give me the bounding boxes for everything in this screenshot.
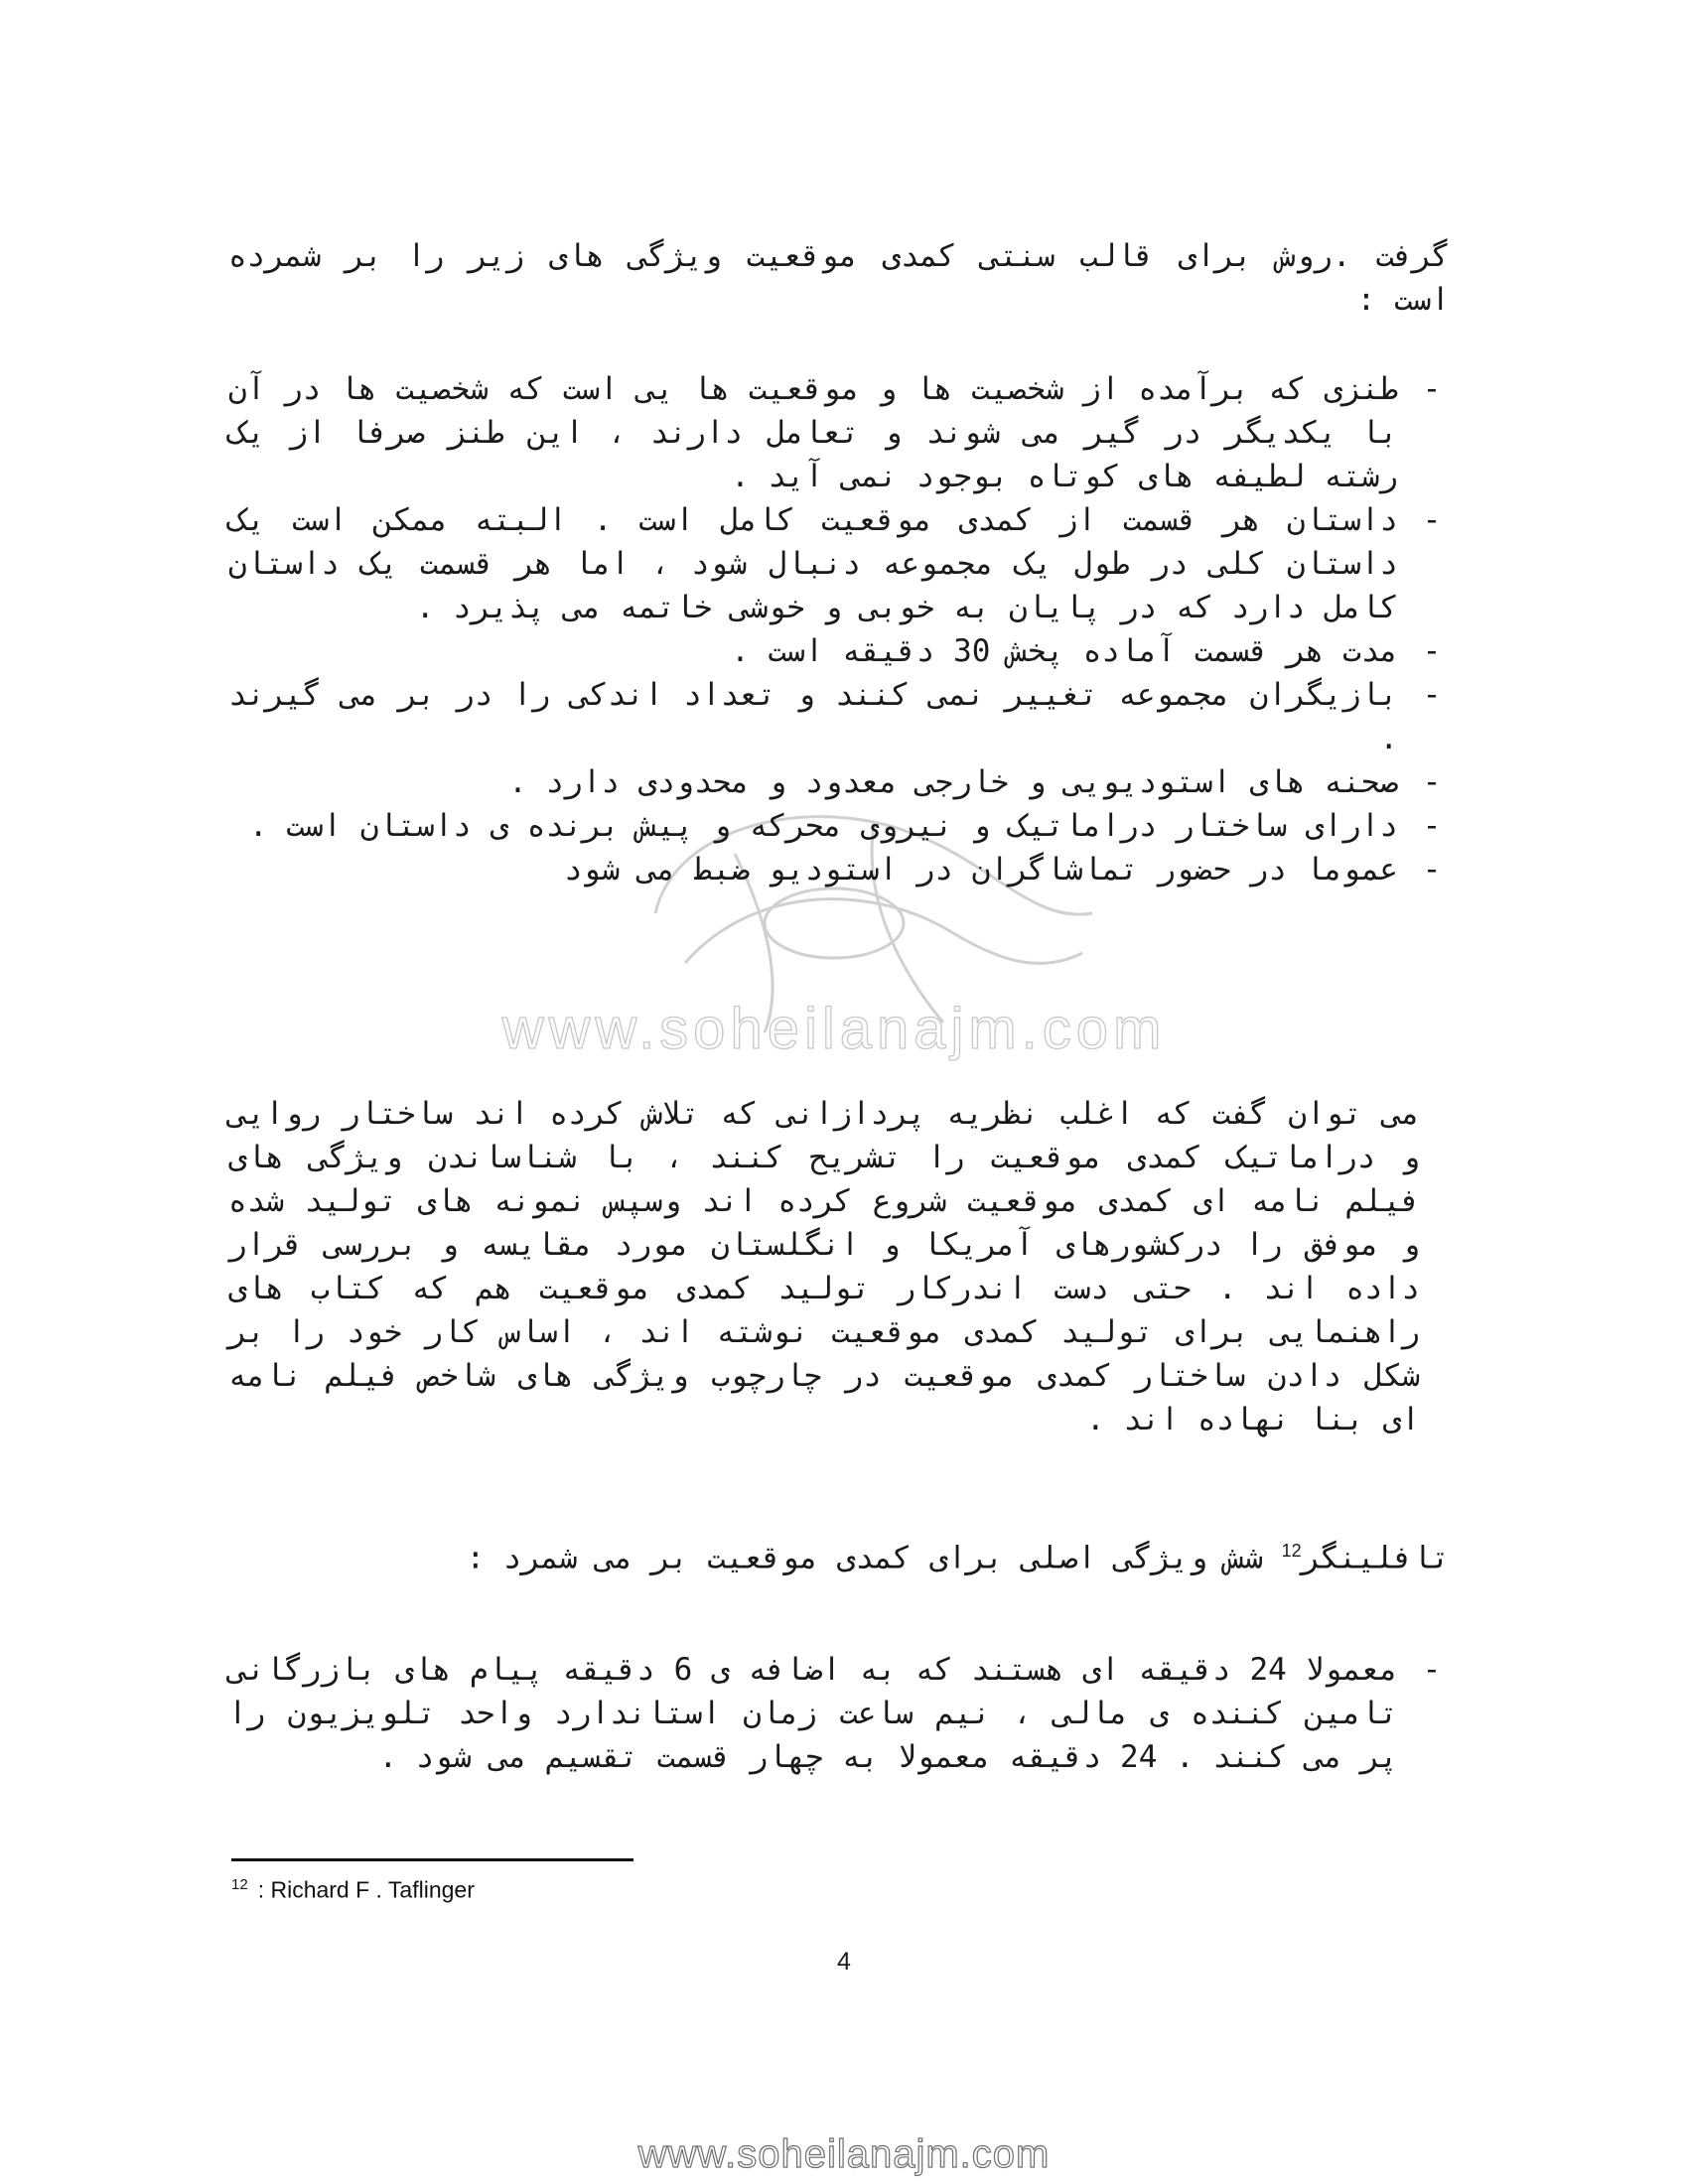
list-bullet: - xyxy=(1422,764,1448,800)
list-item-text: داستان هر قسمت از کمدی موقعیت کامل است . البته ممکن است یک داستان کلی در طول یک مجموعه دنبال شود ، اما هر قسمت یک داستان کامل دارد که در پایان به خوبی و خوشی خاتمه می پذیرد . xyxy=(228,502,1398,625)
list-item-text: طنزی که برآمده از شخصیت ها و موقعیت ها یی است که شخصیت ها در آن با یکدیگر در گیر می شوند و تعامل دارند ، این طنز صرفا از یک رشته لطیفه های کوتاه بوجود نمی آید . xyxy=(228,371,1398,494)
taflinger-paragraph xyxy=(228,1529,1450,1579)
list-item-text: معمولا 24 دقیقه ای هستند که به اضافه ی 6 دقیقه پیام های بازرگانی تامین کننده ی مالی ، نیم ساعت زمان استاندارد واحد تلویزیون را پر می کنند . 24 دقیقه معمولا به چهار قسمت تقسیم می شود . xyxy=(228,1652,1398,1775)
list-item xyxy=(228,367,1450,498)
list-item-text: عموما در حضور تماشاگران در استودیو ضبط می شود xyxy=(564,852,1398,887)
list-item xyxy=(228,498,1450,629)
sitcom-features-list xyxy=(228,367,1450,891)
list-bullet: - xyxy=(1422,852,1448,887)
list-bullet: - xyxy=(1422,677,1448,713)
body-paragraph: می توان گفت که اغلب نظریه پردازانی که تلاش کرده اند ساختار روایی و دراماتیک کمدی موقعیت را تشریح کنند ، با شناساندن ویژگی های فیلم نامه ای کمدی موقعیت شروع کرده اند وسپس نمونه های تولید شده و موفق را درکشورهای آمریکا و انگلستان مورد مقایسه و بررسی قرار داده اند . حتی دست اندرکار تولید کمدی موقعیت هم که کتاب های راهنمایی برای تولید کمدی موقعیت نوشته اند ، اساس کار خود را بر شکل دادن ساختار کمدی موقعیت در چارچوب ویژگی های شاخص فیلم نامه ای بنا نهاده اند . xyxy=(228,1096,1420,1437)
footnote-text: : Richard F . Taflinger xyxy=(257,1876,475,1903)
page-number: 4 xyxy=(837,1948,851,1976)
intro-paragraph: گرفت .روش برای قالب سنتی کمدی موقعیت ویژگی های زیر را بر شمرده است : xyxy=(228,238,1450,318)
watermark-text: www.soheilanajm.com xyxy=(501,997,1167,1061)
footnote xyxy=(231,1876,475,1904)
footnote-divider xyxy=(231,1858,633,1861)
taflinger-features-list xyxy=(228,1648,1450,1779)
list-item xyxy=(228,673,1450,760)
list-bullet: - xyxy=(1422,1652,1448,1688)
list-item xyxy=(228,1648,1450,1779)
list-bullet: - xyxy=(1422,633,1448,669)
author-name: تافلینگر xyxy=(1301,1540,1450,1576)
list-item-text: مدت هر قسمت آماده پخش 30 دقیقه است . xyxy=(731,633,1398,669)
list-item-text: دارای ساختار دراماتیک و نیروی محرکه و پیش برنده ی داستان است . xyxy=(248,808,1398,844)
list-item xyxy=(228,804,1450,848)
footer-watermark: www.soheilanajm.com xyxy=(637,2132,1051,2176)
list-bullet: - xyxy=(1422,808,1448,844)
list-bullet: - xyxy=(1422,371,1448,407)
list-item-text: بازیگران مجموعه تغییر نمی کنند و تعداد اندکی را در بر می گیرند . xyxy=(228,677,1398,756)
footnote-number: 12 xyxy=(231,1876,248,1893)
list-item-text: صحنه های استودیویی و خارجی معدود و محدودی دارد . xyxy=(508,764,1398,800)
list-item xyxy=(228,629,1450,673)
list-bullet: - xyxy=(1422,502,1448,538)
list-item xyxy=(228,760,1450,804)
list-item xyxy=(228,848,1450,891)
paragraph-text: شش ویژگی اصلی برای کمدی موقعیت بر می شمرد : xyxy=(466,1540,1263,1576)
footnote-reference: 12 xyxy=(1281,1541,1302,1561)
